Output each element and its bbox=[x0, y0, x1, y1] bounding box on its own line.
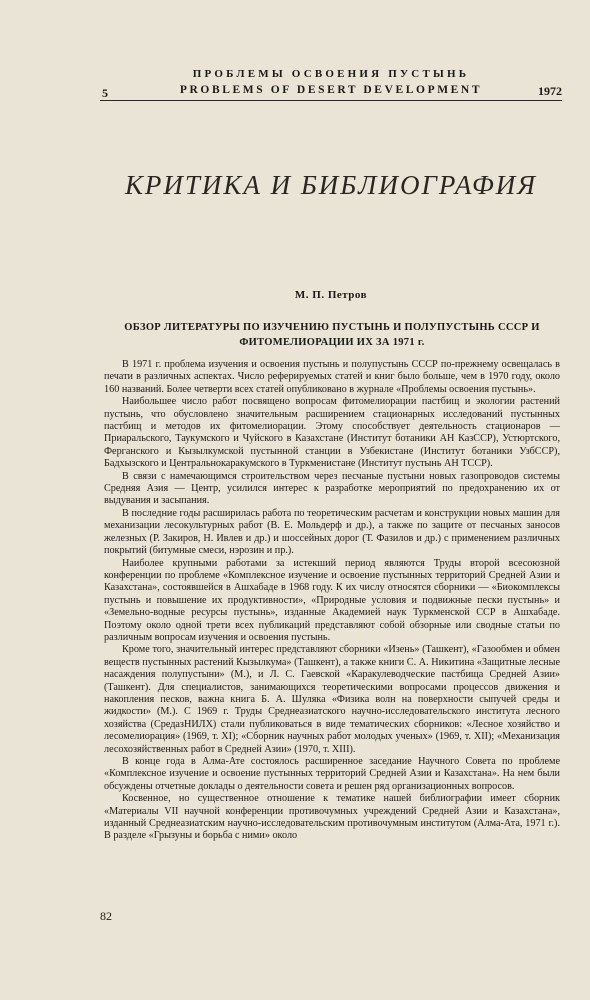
body-paragraph: Кроме того, значительный интерес представляют сборники «Изень» (Ташкент), «Газообмен и обмен веществ пустынных растений Кызылкума» (Ташкент), а также книги С. А. Никитина «Защитные лесные насаждения полупустыни» (М.), и Л. С. Гаевской «Каракулеводческие пастбища Средней Азии» (Ташкент). Для специалистов, занимающихся теоретическими вопросами процессов движения и накопления песков, важна книга Б. А. Шуляка «Физика волн на поверхности сыпучей среды и жидкости» (М.). С 1969 г. Труды Среднеазиатского научно-исследовательского института лесного хозяйства (СредазНИЛХ) стали публиковаться в виде тематических сборников: «Лесное хозяйство и лесомелиорация» (1969, т. XI); «Сборник научных работ молодых ученых» (1969, т. XII); «Механизация лесохозяйственных работ в Средней Азии» (1970, т. XIII). bbox=[104, 644, 560, 755]
body-paragraph: Наиболее крупными работами за истекший период являются Труды второй всесоюзной конференции по проблеме «Комплексное изучение и освоение пустынных территорий Средней Азии и Казахстана», состоявшейся в Ашхабаде в 1968 году. К их числу относятся сборники — «Биокомплексы пустынь и повышение их продуктивности», «Природные условия и подвижные пески пустынь» и «Земельно-водные ресурсы пустынь», изданные Академией наук Туркменской ССР в Ашхабаде. Поэтому около одной трети всех публикаций представляют собой обзорные или сводные статьи по различным вопросам изучения и освоения пустынь. bbox=[104, 557, 560, 643]
body-paragraph: В последние годы расширилась работа по теоретическим расчетам и конструкции новых машин для механизации лесокультурных работ (В. Е. Мольдерф и др.), а также по защите от песчаных заносов железных (Р. Закиров, Н. Ивлев и др.) и шоссейных дорог (Т. Фазилов и др.) с применением различных покрытий (битумные смеси, нэрозин и пр.). bbox=[104, 507, 560, 557]
journal-title-russian: ПРОБЛЕМЫ ОСВОЕНИЯ ПУСТЫНЬ bbox=[192, 68, 470, 80]
article-body bbox=[104, 359, 560, 843]
body-paragraph: Наибольшее число работ посвящено вопросам фитомелиорации пастбищ и экологии растений пустынь, что обусловлено значительным расширением стационарных исследований пустынных пастбищ и методов их фитомелиорации. Этому способствует деятельность стационаров — Приаральского, Таукумского и Чуйского в Казахстане (Институт ботаники АН КазССР), Устюртского, Ферганского и Кызылкумской пустынной станции в Узбекистане (Институт ботаники УзбССР), Бадхызского и Центральнокаракумского в Туркменистане (Институт пустынь АН ТССР). bbox=[104, 396, 560, 470]
body-paragraph: Косвенное, но существенное отношение к тематике нашей библиографии имеет сборник «Материалы VII научной конференции противочумных учреждений Средней Азии и Казахстана», изданный Среднеазиатским научно-исследовательским противочумным институтом (Алма-Ата, 1971 г.). В разделе «Грызуны и борьба с ними» около bbox=[104, 793, 560, 842]
header-rule bbox=[100, 100, 562, 101]
body-paragraph: В связи с намечающимся строительством через песчаные пустыни новых газопроводов системы Средняя Азия — Центр, усилился интерес к разработке мероприятий по предохранению их от выдувания и засыпания. bbox=[104, 470, 560, 507]
article-title: ОБЗОР ЛИТЕРАТУРЫ ПО ИЗУЧЕНИЮ ПУСТЫНЬ И ПОЛУПУСТЫНЬ СССР И ФИТОМЕЛИОРАЦИИ ИХ ЗА 1971 г. bbox=[124, 322, 540, 348]
section-title: КРИТИКА И БИБЛИОГРАФИЯ bbox=[124, 170, 538, 200]
body-paragraph: В конце года в Алма-Ате состоялось расширенное заседание Научного Совета по проблеме «Комплексное изучение и освоение пустынных территорий Средней Азии и Казахстана». На нем были обсуждены отчетные доклады о деятельности совета и решен ряд организационных вопросов. bbox=[104, 756, 560, 792]
body-paragraph: В 1971 г. проблема изучения и освоения пустынь и полупустынь СССР по-прежнему освещалась в печати в различных аспектах. Число реферируемых статей и книг было больше, чем в 1970 году, около 160 названий. Более четверти всех статей опубликовано в журнале «Проблемы освоения пустынь». bbox=[104, 359, 560, 395]
issue-year: 1972 bbox=[538, 84, 562, 98]
page-number: 82 bbox=[100, 909, 112, 923]
issue-number: 5 bbox=[102, 86, 108, 100]
article-author: М. П. Петров bbox=[294, 289, 368, 301]
journal-title-english: PROBLEMS OF DESERT DEVELOPMENT bbox=[179, 84, 483, 96]
